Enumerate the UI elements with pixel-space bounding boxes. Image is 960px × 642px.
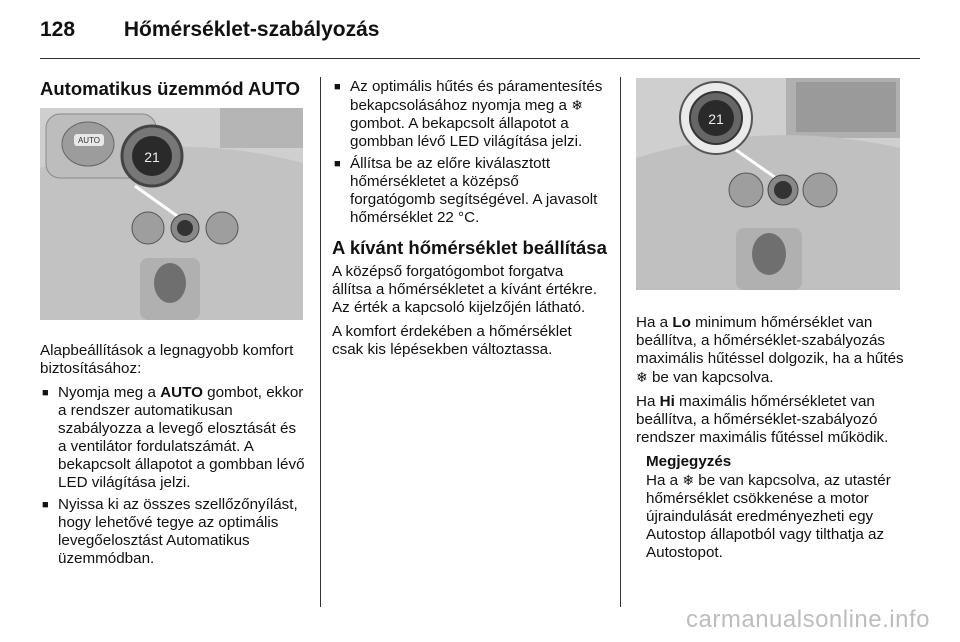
bullet-ac-pre: Az optimális hűtés és páramentesítés bekapcsolásához nyomja meg a <box>350 78 603 114</box>
temp-para-1: A középső forgatógombot forgatva állítsa a hőmérsékletet a kívánt értékre. Az érték a kapcsoló kijelzőjén látható. <box>332 263 598 316</box>
lo-keyword: Lo <box>672 314 691 331</box>
auto-panel-illustration <box>40 108 303 320</box>
auto-bullets <box>40 384 308 568</box>
chapter-title: Hőmérséklet-szabályozás <box>123 18 380 41</box>
note-text <box>646 471 906 562</box>
cooling-bullets <box>332 78 607 227</box>
figure-temp-knob <box>636 78 900 290</box>
section-heading-temp: A kívánt hőmérséklet beállítása <box>332 237 607 258</box>
temp-para-2: A komfort érdekében a hőmérséklet csak kis lépésekben változtassa. <box>332 323 572 358</box>
hi-para <box>636 393 906 447</box>
snowflake-icon: ❄ <box>636 369 648 385</box>
auto-keyword: AUTO <box>160 384 203 401</box>
hi-pre: Ha <box>636 393 660 410</box>
page-header <box>40 18 379 42</box>
snowflake-icon: ❄ <box>571 97 583 113</box>
bullet-ac-post: gombot. A bekapcsolt állapotot a gombban lévő LED világítása jelzi. <box>350 115 583 150</box>
lo-post: be van kapcsolva. <box>647 369 774 386</box>
section-heading-auto: Automatikus üzemmód AUTO <box>40 78 301 99</box>
temp-knob-illustration <box>636 78 900 290</box>
column-3 <box>636 78 906 562</box>
note-pre: Ha a <box>646 472 683 489</box>
figure-auto-control-panel <box>40 108 303 320</box>
bullet-set-temp: ■ Állítsa be az előre kiválasztott hőmérsékletet a középső forgatógomb segítségével. A javasolt hőmérséklet 22 °C. <box>332 155 607 227</box>
note-post: be van kapcsolva, az utastér hőmérséklet csökkenése a motor újraindulását eredményezheti egy Autostop állapotból vagy tilthatja az Autostopot. <box>646 472 891 561</box>
watermark: carmanualsonline.info <box>686 606 930 633</box>
note-block <box>636 453 906 562</box>
header-rule <box>40 58 920 59</box>
hi-post: maximális hőmérsékletet van beállítva, a hőmérséklet-szabályozó rendszer maximális fűtéssel működik. <box>636 393 889 446</box>
page-number: 128 <box>40 18 76 41</box>
bullet-open-vents: ■ Nyissa ki az összes szellőzőnyílást, hogy lehetővé tegye az optimális levegőelosztást Automatikus üzemmódban. <box>40 496 308 568</box>
bullet-auto-pre: Nyomja meg a <box>58 384 161 401</box>
hi-keyword: Hi <box>659 393 675 410</box>
snowflake-icon: ❄ <box>682 472 695 488</box>
knob-temp-display: 21 <box>708 111 724 127</box>
lo-para <box>636 314 906 387</box>
column-1 <box>40 78 308 574</box>
bullet-auto-press <box>40 384 308 492</box>
temp-display: 21 <box>144 149 160 165</box>
column-divider-2 <box>620 77 621 607</box>
bullet-auto-post: gombot, ekkor a rendszer automatikusan szabályozza a levegő elosztását és a ventilátor fordulatszámát. A bekapcsolt állapotot a gombban lévő LED világítása jelzi. <box>58 384 305 491</box>
column-divider-1 <box>320 77 321 607</box>
lo-pre: Ha a <box>636 314 673 331</box>
intro-text: Alapbeállítások a legnagyobb komfort biztosításához: <box>40 342 294 377</box>
auto-label: AUTO <box>77 136 101 145</box>
column-2 <box>332 78 607 365</box>
bullet-ac-press <box>332 78 607 151</box>
lo-mid: minimum hőmérséklet van beállítva, a hőmérséklet-szabályozás maximális hűtéssel dolgozik, ha a hűtés <box>636 314 904 367</box>
note-title: Megjegyzés <box>646 453 732 470</box>
